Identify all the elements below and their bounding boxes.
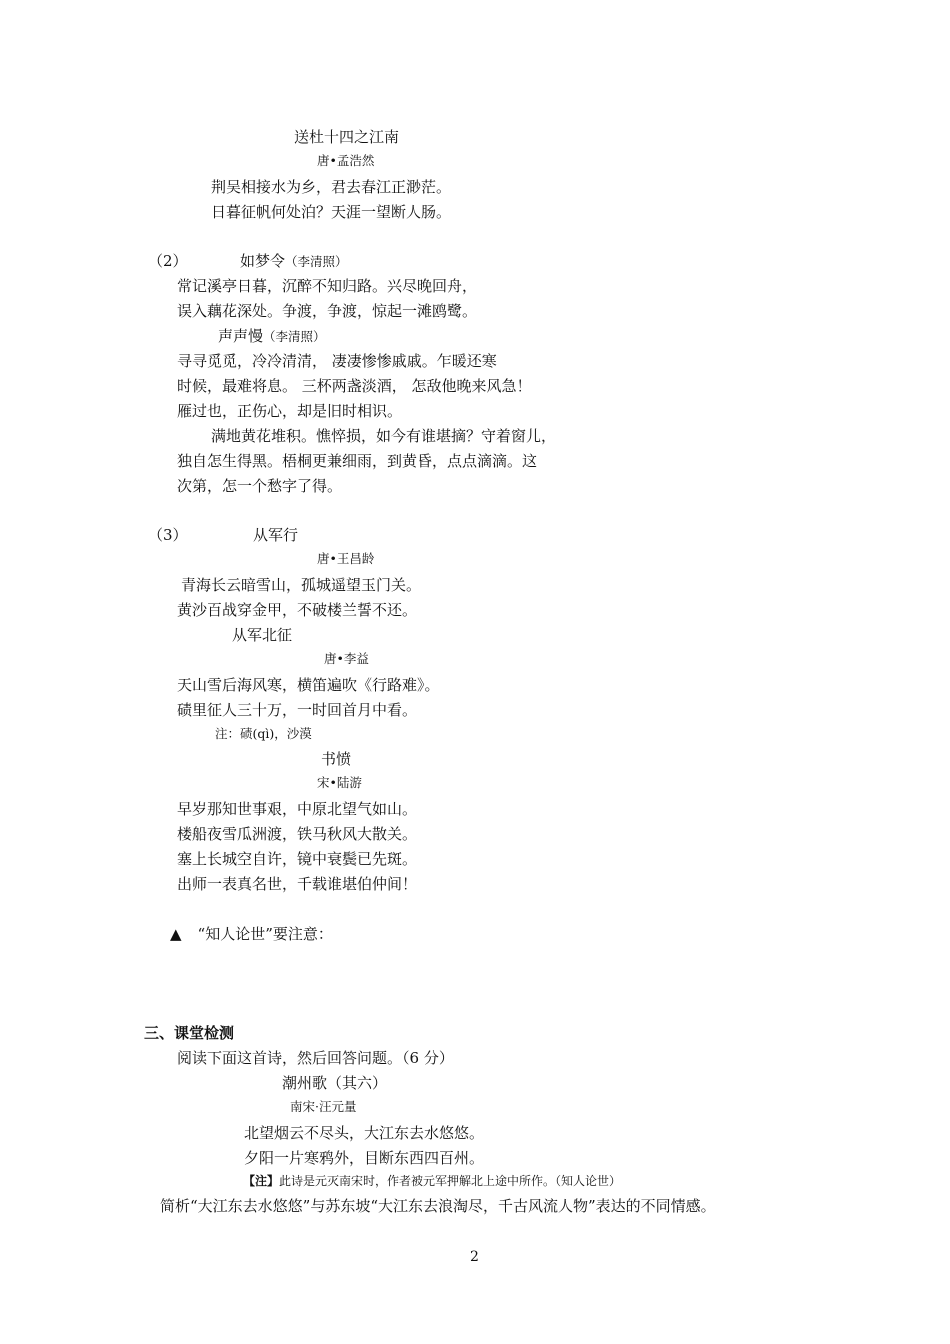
poem1-title: 送杜十四之江南 <box>294 128 400 146</box>
shengshengman-line-2: 时候，最难将息。 三杯两盏淡酒， 怎敌他晚来风急！ <box>177 377 532 395</box>
rumengling-title <box>240 251 348 271</box>
congjunbeizheng-line-2: 碛里征人三十万，一时回首月中看。 <box>177 701 418 719</box>
congjunbeizheng-note: 注：碛(qì)，沙漠 <box>215 726 312 741</box>
poem1-author: 唐•孟浩然 <box>317 153 375 168</box>
congjunxing-author: 唐•王昌龄 <box>317 551 375 566</box>
congjunbeizheng-author: 唐•李益 <box>324 651 369 666</box>
attention-text: “知人论世”要注意： <box>197 925 333 943</box>
shufen-author: 宋•陆游 <box>317 775 362 790</box>
part3-number: （3） <box>148 526 188 544</box>
shengshengman-line-6: 次第，怎一个愁字了得。 <box>177 477 343 495</box>
shufen-line-2: 楼船夜雪瓜洲渡，铁马秋风大散关。 <box>177 825 418 843</box>
congjunxing-line-2: 黄沙百战穿金甲，不破楼兰誓不还。 <box>177 601 418 619</box>
page-number: 2 <box>470 1249 479 1265</box>
section3-instruction: 阅读下面这首诗，然后回答问题。（6 分） <box>177 1049 454 1067</box>
shengshengman-line-4: 满地黄花堆积。憔悴损，如今有谁堪摘？守着窗儿， <box>211 427 557 445</box>
rumengling-line-2: 误入藕花深处。争渡，争渡，惊起一滩鸥鹭。 <box>177 302 478 320</box>
shufen-line-3: 塞上长城空自许，镜中衰鬓已先斑。 <box>177 850 418 868</box>
chaozhouge-note <box>243 1173 621 1190</box>
chaozhouge-line-1: 北望烟云不尽头，大江东去水悠悠。 <box>244 1124 485 1142</box>
shengshengman-line-3: 雁过也，正伤心，却是旧时相识。 <box>177 402 403 420</box>
chaozhouge-line-2: 夕阳一片寒鸦外，目断东西四百州。 <box>244 1149 485 1167</box>
shufen-title: 书愤 <box>321 750 352 768</box>
shengshengman-author: （李清照） <box>263 329 326 344</box>
poem1-line-2: 日暮征帆何处泊？天涯一望断人肠。 <box>211 203 452 221</box>
shufen-line-1: 早岁那知世事艰，中原北望气如山。 <box>177 800 418 818</box>
triangle-icon: ▲ <box>170 925 182 943</box>
shengshengman-line-5: 独自怎生得黑。梧桐更兼细雨，到黄昏，点点滴滴。这 <box>177 452 538 470</box>
shengshengman-title-text: 声声慢 <box>218 327 264 345</box>
shengshengman-title <box>218 326 326 346</box>
chaozhouge-author: 南宋·汪元量 <box>290 1099 357 1114</box>
part2-number: （2） <box>148 252 188 270</box>
congjunxing-title: 从军行 <box>253 526 299 544</box>
shengshengman-line-1: 寻寻觅觅，冷冷清清， 凄凄惨惨戚戚。乍暖还寒 <box>177 352 497 370</box>
congjunxing-line-1: 青海长云暗雪山，孤城遥望玉门关。 <box>181 576 422 594</box>
congjunbeizheng-title: 从军北征 <box>232 626 293 644</box>
section3-question: 简析“大江东去水悠悠”与苏东坡“大江东去浪淘尽，千古风流人物”表达的不同情感。 <box>160 1197 716 1215</box>
section3-heading: 三、课堂检测 <box>144 1024 235 1042</box>
note-text: 此诗是元灭南宋时，作者被元军押解北上途中所作。（知人论世） <box>279 1174 622 1188</box>
rumengling-title-text: 如梦令 <box>240 252 286 270</box>
note-label: 【注】 <box>243 1174 280 1188</box>
shufen-line-4: 出师一表真名世，千载谁堪伯仲间！ <box>177 875 418 893</box>
chaozhouge-title: 潮州歌（其六） <box>282 1074 388 1092</box>
poem1-line-1: 荆吴相接水为乡，君去春江正渺茫。 <box>211 178 452 196</box>
rumengling-line-1: 常记溪亭日暮，沉醉不知归路。兴尽晚回舟， <box>177 277 478 295</box>
congjunbeizheng-line-1: 天山雪后海风寒，横笛遍吹《行路难》。 <box>177 676 440 694</box>
rumengling-author: （李清照） <box>285 254 348 269</box>
attention-line <box>170 924 333 944</box>
